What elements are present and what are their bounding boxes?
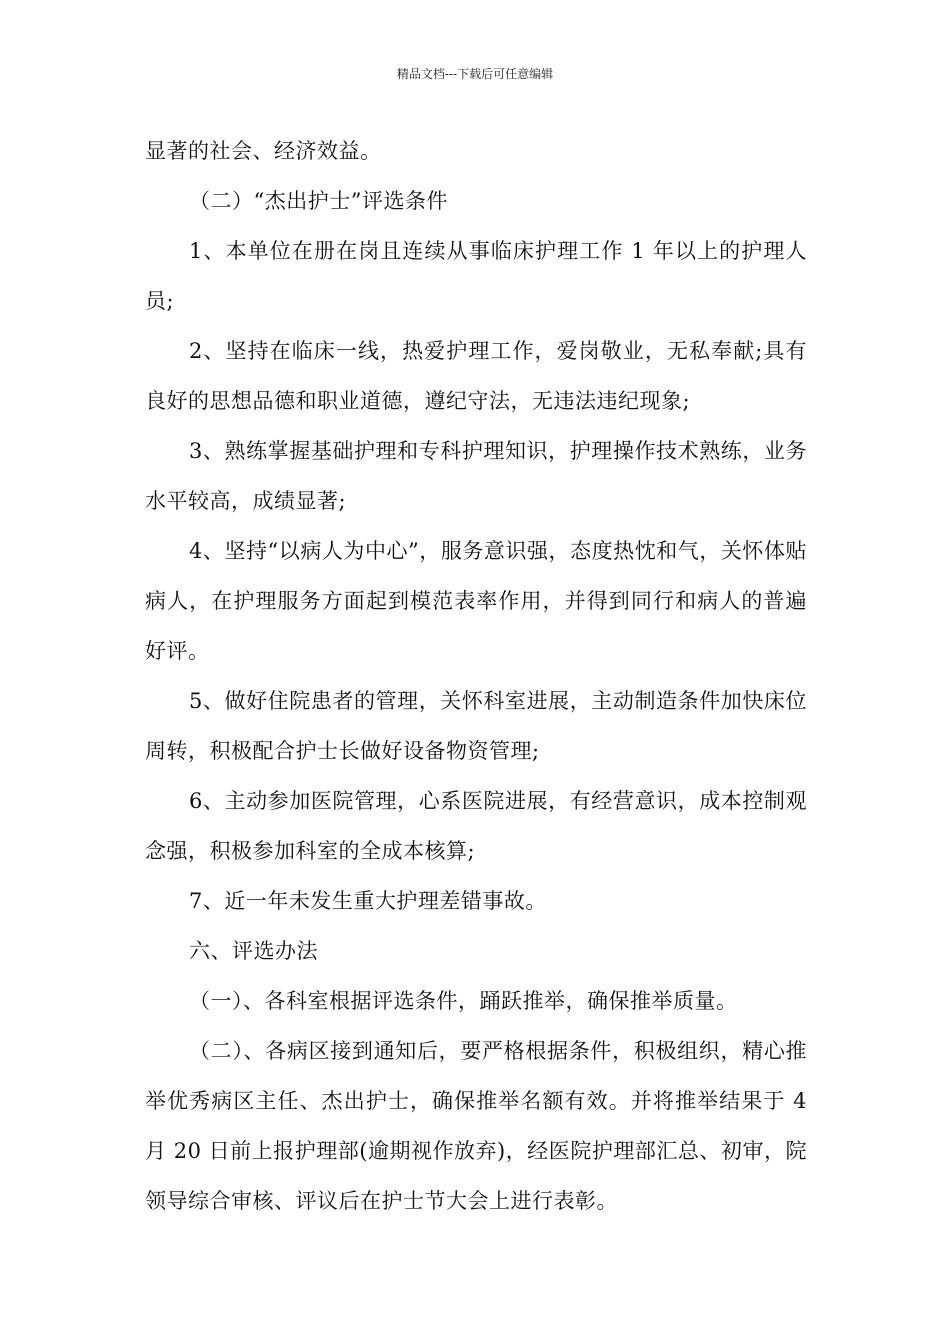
paragraph: 1、本单位在册在岗且连续从事临床护理工作 1 年以上的护理人员; [145,239,807,313]
paragraph: 4、坚持“以病人为中心”，服务意识强，态度热忱和气，关怀体贴病人，在护理服务方面起到模范表率作用，并得到同行和病人的普遍好评。 [145,539,807,663]
paragraph: 显著的社会、经济效益。 [145,139,382,163]
document-body [145,126,807,1226]
section-heading: （二）“杰出护士”评选条件 [189,189,448,213]
paragraph: （一）、各科室根据评选条件，踊跃推举，确保推举质量。 [189,989,738,1013]
paragraph: 3、熟练掌握基础护理和专科护理知识，护理操作技术熟练，业务水平较高，成绩显著; [145,439,807,513]
paragraph: 7、近一年未发生重大护理差错事故。 [189,889,547,913]
paragraph: （二）、各病区接到通知后，要严格根据条件，积极组织，精心推举优秀病区主任、杰出护士，确保推举名额有效。并将推举结果于 4 月 20 日前上报护理部(逾期视作放弃)，经医院护理部汇总、初审，院领导综合审核、评议后在护士节大会上进行表彰。 [145,1039,807,1213]
paragraph: 6、主动参加医院管理，心系医院进展，有经营意识，成本控制观念强，积极参加科室的全成本核算; [145,789,807,863]
paragraph: 2、坚持在临床一线，热爱护理工作，爱岗敬业，无私奉献;具有良好的思想品德和职业道德，遵纪守法，无违法违纪现象; [145,339,807,413]
section-heading: 六、评选办法 [189,939,318,963]
page-header: 精品文档---下载后可任意编辑 [396,67,554,81]
paragraph: 5、做好住院患者的管理，关怀科室进展，主动制造条件加快床位周转，积极配合护士长做好设备物资管理; [145,689,807,763]
